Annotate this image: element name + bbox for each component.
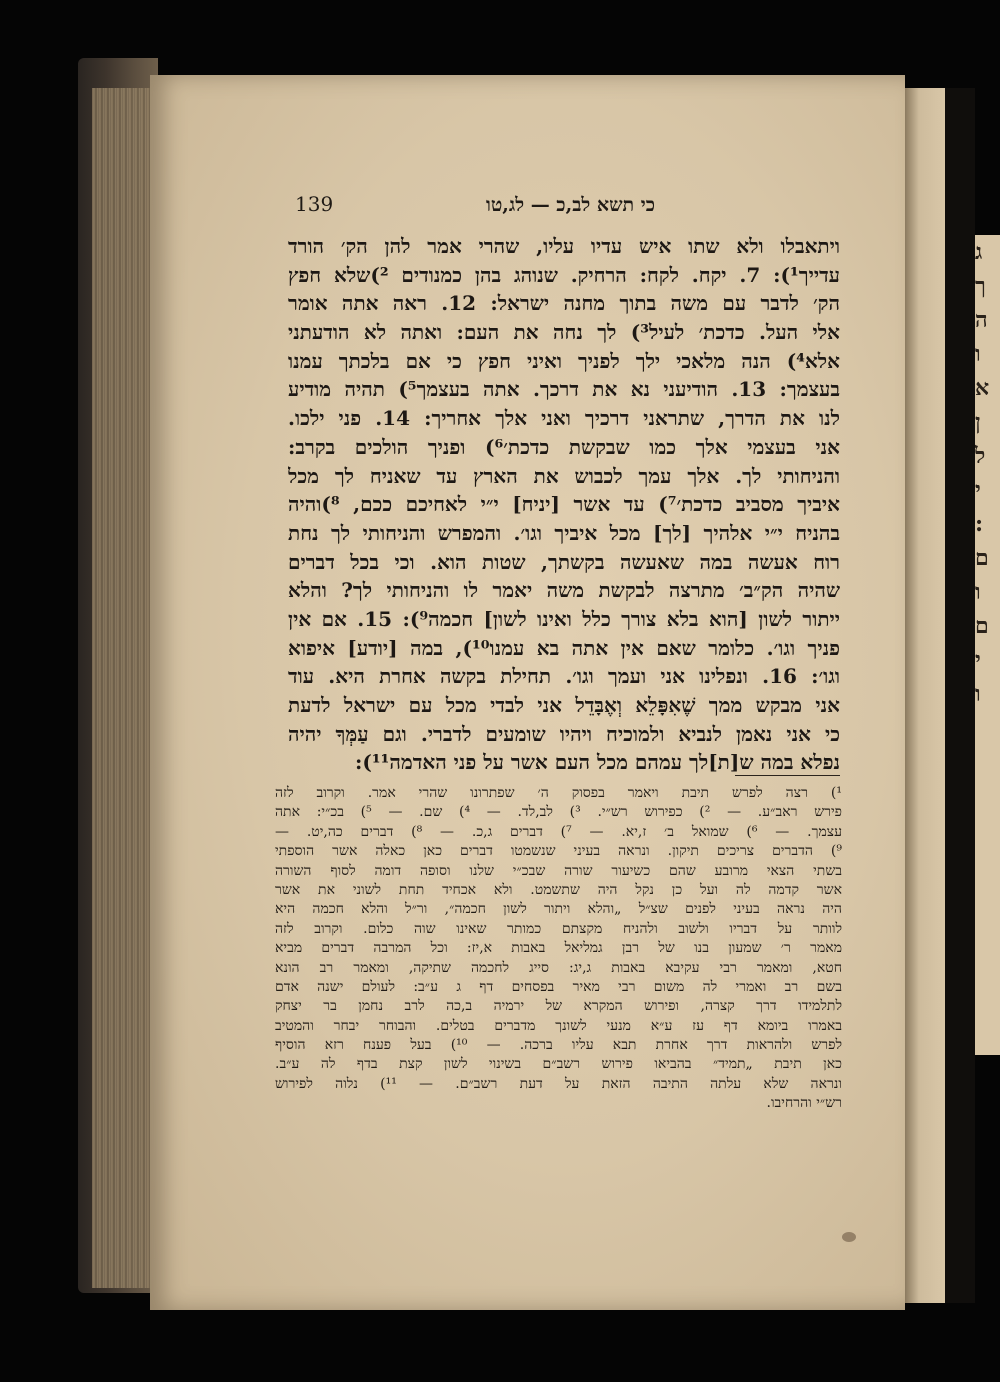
right-page-curve xyxy=(905,88,945,1303)
edge-glyph: ו xyxy=(975,579,981,605)
footnote-line: ⁹) הדברים צריכים תיקון. ונראה בעיני שנשמטו דברים כאן כאלה אשר הוספתי xyxy=(275,843,842,860)
edge-glyph: ם xyxy=(975,545,989,571)
footnote-line: באמרו ביומא דף עז ע״א מנעי לשונך מדברים בטלים. והבוחר יבחר והמטיב xyxy=(275,1017,842,1034)
footnote-line: מאמר ר׳ שמעון בנו של רבן גמליאל באבות א,יז: וכל המרבה דברים מביא xyxy=(275,940,842,957)
footnote-line: רש״י והרחיבו. xyxy=(766,1095,842,1112)
text-line: בהניח י״י אלהיך [לך] מכל איביך וגו׳. והמפרש והניחותי לך נחת xyxy=(288,520,840,545)
edge-glyph: ה xyxy=(975,307,988,333)
text-line: כי אני נאמן לנביא ולמוכיח ויהיו שומעים לדברי. וגם עַמְּךָ יהיה xyxy=(288,721,840,746)
text-line: פניך וגו׳. כלומר שאם אין אתה בא עמנו¹⁰), במה [יודע] איפוא xyxy=(288,635,840,660)
footnote-line: חטא, ומאמר רבי עקיבא באבות ג,יג: סייג לחכמה שתיקה, ומאמר רב הונא xyxy=(275,959,842,976)
text-line: איביך מסביב כדכת׳⁷) עד אשר [יניח] י״י לאחיכם ככם, ⁸)והיה xyxy=(288,492,840,517)
text-line: אני בעצמי אלך כמו שבקשת כדכת׳⁶) ופניך הולכים בקרב: xyxy=(288,434,840,459)
edge-glyph: ם xyxy=(975,613,989,639)
footnote-line: אשר קדמה לה ועל כן נקל היה שתשמט. ולא אכחיד תחת לשוני את אשר xyxy=(275,881,842,898)
footnote-line: עצמך. — ⁶) שמואל ב׳ ז,יא. — ⁷) דברים ג,כ. — ⁸) דברים כה,יט. — xyxy=(275,823,842,840)
edge-glyph: ו xyxy=(975,341,981,367)
text-line: ייתור לשון [הוא בלא צורך כלל ואינו לשון] חכמה⁹): 15. אם אין xyxy=(288,606,840,631)
page-gutter xyxy=(945,88,975,1303)
text-line: עדייך¹): 7. יקח. לקח: הרחיק. שנוהג בהן כמנודים ²)שלא חפץ xyxy=(288,262,840,287)
edge-glyph: : xyxy=(975,511,984,537)
footnote-line: בשם רב ואמרי לה משום רבי מאיר בפסחים דף ג ע״ב: לעולם ישנה אדם xyxy=(275,978,842,995)
edge-glyph: ל xyxy=(975,443,986,469)
footnote-line: פירש ראב״ע. — ²) כפירוש רש״י. ³) לב,לד. — ⁴) שם. — ⁵) בכ״י: אתה xyxy=(275,804,842,821)
text-line: הק׳ לדבר עם משה בתוך מחנה ישראל: 12. ראה אתה אומר xyxy=(288,291,840,316)
main-text xyxy=(288,232,840,777)
footnote-line: בשתי הצאי מרובע שהם כשיעור שורה שבכ״י שלנו וסופה דומה לסוף השורה xyxy=(275,862,842,879)
edge-glyph: ן xyxy=(975,409,981,435)
footnotes xyxy=(275,784,842,1114)
running-head: כי תשא לב,כ — לג,טו xyxy=(485,194,655,216)
footnote-line: לוותר על דבריו ולשוב ולהניח מקצתם כמותר שאינו שוה כלום. וקרוב לזה xyxy=(275,920,842,937)
footnote-line: ונראה שלא עלתה התיבה הזאת על דעת רשב״ם. — ¹¹) נלוה לפירוש xyxy=(275,1075,842,1092)
text-line: אלא⁴) הנה מלאכי ילך לפניך ואיני חפץ כי אם בלכתך עמנו xyxy=(288,348,840,373)
edge-glyph: ך xyxy=(975,273,986,299)
text-line: בעצמך: 13. הודיעני נא את דרכך. אתה בעצמך⁵) תהיה מודיע xyxy=(288,377,840,402)
text-line: לנו את הדרך, שתראני דרכיך ואני אלך אחריך: 14. פני ילכו. xyxy=(288,406,840,431)
footnote-divider xyxy=(735,775,840,776)
text-line: אלי העל. כדכת׳ לעיל³) לך נחה את העם: ואתה לא הודעתני xyxy=(288,320,840,345)
edge-glyph: ו xyxy=(975,681,981,707)
text-line: שהיה הק״ב׳ מתרצה לבקשת משה יאמר לו והניחותי לך? והלא xyxy=(288,578,840,603)
page-stain xyxy=(842,1232,856,1242)
footnote-line: ¹) רצה לפרש תיבת ויאמר בפסוק ה׳ שפתרונו שהרי אמר. וקרוב לזה xyxy=(275,785,842,801)
facing-page-edge xyxy=(975,235,1000,1055)
text-line: והניחותי לך. אלך עמך לכבוש את הארץ עד שאניח לך מכל xyxy=(288,463,840,488)
text-line: נפלא במה ש[ת]לך עמהם מכל העם אשר על פני האדמה¹¹): xyxy=(355,750,840,775)
footnote-line: היה נראה בעיני לפנים שצ״ל „והלא ויתור לשון חכמה״, ור״ל והלא חכמה היא xyxy=(275,901,842,918)
footnote-line: לתלמידו דרך קצרה, ופירוש המקרא של ירמיה ב,כה לרב נחמן בר יצחק xyxy=(275,998,842,1015)
edge-glyph: י xyxy=(975,477,981,503)
text-line: וגו׳: 16. ונפלינו אני ועמך וגו׳. תחילת בקשה אחרת היא. עוד xyxy=(288,664,840,689)
text-line: ויתאבלו ולא שתו איש עדיו עליו, שהרי אמר להן הק׳ הורד xyxy=(288,234,840,258)
edge-glyph: ג xyxy=(975,239,983,265)
page-number: 139 xyxy=(295,192,334,216)
edge-glyph: א xyxy=(975,375,990,401)
footnote-line: כאן תיבת „תמיד״ בהביאו פירוש רשב״ם בשינוי לשון קצת בדף לה ע״ב. xyxy=(275,1056,842,1073)
text-line: רוח אעשה במה שאעשה בקשתך, שטות הוא. וכי בכל דברים xyxy=(288,549,840,574)
text-line: אני מבקש ממך שֶׁאִפָּלֵא וְאֶבָּדֵל אני לבדי מכל עם ישראל לדעת xyxy=(288,693,840,717)
edge-glyph: י xyxy=(975,647,981,673)
footnote-line: לפרש ולהראות דרך אחרת תבא עליו ברכה. — ¹⁰) בעל פענח רזא הוסיף xyxy=(275,1037,842,1054)
